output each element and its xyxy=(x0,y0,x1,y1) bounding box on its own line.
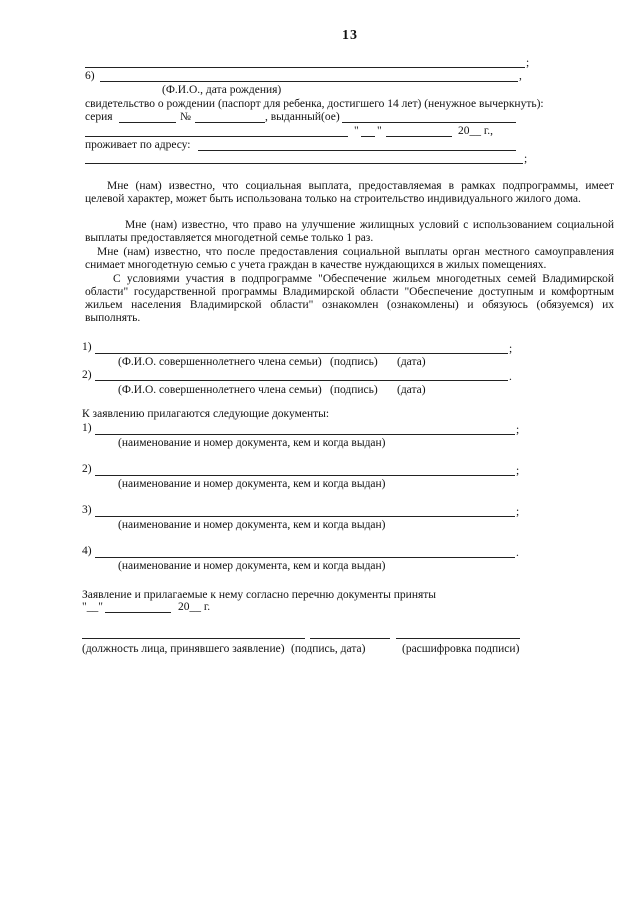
address-line xyxy=(198,150,516,151)
signature-2-number: 2) xyxy=(82,369,92,381)
issued-line xyxy=(342,122,516,123)
paragraph-3: Мне (нам) известно, что после предоставления социальной выплаты орган местного самоуправления снимает многодетную семью с учета граждан в качестве нуждающихся в жилых помещениях. xyxy=(85,246,614,271)
item-6-number: 6) xyxy=(85,70,95,82)
position-caption: (должность лица, принявшего заявление) xyxy=(82,643,285,655)
sign-date-line xyxy=(310,638,390,639)
paragraph-2: Мне (нам) известно, что право на улучшение жилищных условий с использованием социальной выплаты предоставляется многодетной семье только 1 раз. xyxy=(85,219,614,244)
quote-close: " xyxy=(377,125,382,137)
acceptance-month-line xyxy=(105,612,171,613)
signature-1-number: 1) xyxy=(82,341,92,353)
seria-line xyxy=(119,122,176,123)
fill-line-prev xyxy=(85,67,525,68)
acceptance-year: 20__ г. xyxy=(178,601,211,613)
acceptance-text: Заявление и прилагаемые к нему согласно перечню документы приняты xyxy=(82,589,437,601)
paragraph-1: Мне (нам) известно, что социальная выплата, предоставляемая в рамках подпрограммы, имеет целевой характер, может быть использована только на строительство индивидуального жилого дома. xyxy=(85,180,614,205)
document-4-number: 4) xyxy=(82,545,92,557)
signature-2-end: . xyxy=(509,371,512,383)
signature-1-fio-caption: (Ф.И.О. совершеннолетнего члена семьи) xyxy=(118,356,322,368)
document-3-caption: (наименование и номер документа, кем и когда выдан) xyxy=(118,519,386,531)
sign-date-caption: (подпись, дата) xyxy=(291,643,366,655)
acceptance-day: "__" xyxy=(82,601,103,613)
signature-2-fio-caption: (Ф.И.О. совершеннолетнего члена семьи) xyxy=(118,384,322,396)
signature-1-date-caption: (дата) xyxy=(397,356,426,368)
comma: , xyxy=(519,70,522,82)
seria-label: серия xyxy=(85,111,113,123)
signature-2-sign-caption: (подпись) xyxy=(330,384,378,396)
signature-2-date-caption: (дата) xyxy=(397,384,426,396)
number-label: № xyxy=(180,111,191,123)
document-1-caption: (наименование и номер документа, кем и когда выдан) xyxy=(118,437,386,449)
document-2-line xyxy=(95,475,515,476)
document-1-number: 1) xyxy=(82,422,92,434)
fill-line-6 xyxy=(100,81,518,82)
year-label: 20__ г., xyxy=(458,125,494,137)
number-line xyxy=(195,122,265,123)
document-3-number: 3) xyxy=(82,504,92,516)
documents-intro: К заявлению прилагаются следующие документы: xyxy=(82,408,330,420)
document-1-end: ; xyxy=(516,424,520,436)
document-3-end: ; xyxy=(516,506,520,518)
document-1-line xyxy=(95,434,515,435)
document-4-end: . xyxy=(516,547,519,559)
address-label: проживает по адресу: xyxy=(85,139,191,151)
day-line xyxy=(361,136,375,137)
signature-1-end: ; xyxy=(509,343,513,355)
document-2-caption: (наименование и номер документа, кем и когда выдан) xyxy=(118,478,386,490)
semicolon: ; xyxy=(526,57,530,69)
page-number: 13 xyxy=(342,28,358,43)
document-3-line xyxy=(95,516,515,517)
issued-label: , выданный(ое) xyxy=(265,111,340,123)
signature-2-line xyxy=(95,380,508,381)
document-4-caption: (наименование и номер документа, кем и когда выдан) xyxy=(118,560,386,572)
decode-caption: (расшифровка подписи) xyxy=(402,643,520,655)
month-line xyxy=(386,136,452,137)
decode-line xyxy=(396,638,520,639)
document-2-number: 2) xyxy=(82,463,92,475)
address-line-2 xyxy=(85,163,523,164)
document-2-end: ; xyxy=(516,465,520,477)
signature-1-sign-caption: (подпись) xyxy=(330,356,378,368)
document-4-line xyxy=(95,557,515,558)
signature-1-line xyxy=(95,353,508,354)
issuer-line xyxy=(85,136,348,137)
paragraph-4: С условиями участия в подпрограмме "Обеспечение жильем многодетных семей Владимирской области" государственной программы Владимирской области "Обеспечение доступным и комфортным жильем населения Владимирской области" ознакомлен (ознакомлены) и обязуюсь (обязуемся) их выполнять. xyxy=(85,273,614,324)
end-semicolon: ; xyxy=(524,153,528,165)
fio-dob-caption: (Ф.И.О., дата рождения) xyxy=(162,84,282,96)
position-line xyxy=(82,638,305,639)
quote-open: " xyxy=(354,125,359,137)
birth-cert-label: свидетельство о рождении (паспорт для ребенка, достигшего 14 лет) (ненужное вычеркнуть): xyxy=(85,98,544,110)
